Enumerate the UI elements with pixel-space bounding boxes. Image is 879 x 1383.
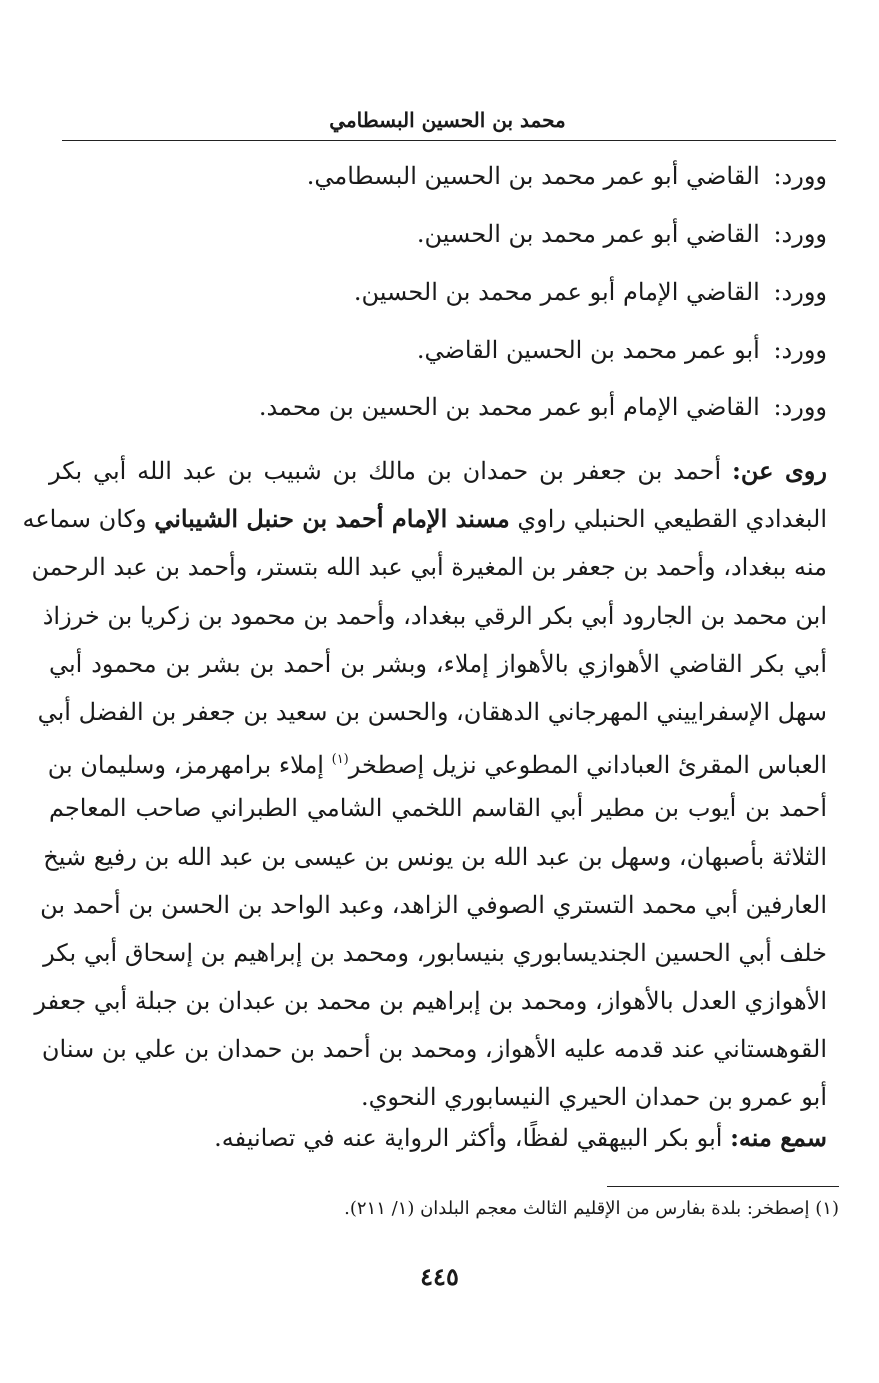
- wurud-line: [417, 220, 827, 248]
- footnote: [344, 1198, 839, 1219]
- wurud-line: [417, 336, 827, 364]
- narrated-label: روى عن:: [732, 456, 827, 485]
- line-text: أحمد بن جعفر بن حمدان بن مالك بن شبيب بن عبد الله أبي بكر: [49, 457, 722, 485]
- wurud-text: القاضي أبو عمر محمد بن الحسين.: [416, 220, 760, 248]
- footnote-marker: (١): [815, 1198, 839, 1219]
- paragraph-line: ابن محمد بن الجارود أبي بكر الرقي ببغداد، وأحمد بن محمود بن زكريا بن خرزاذ: [42, 601, 827, 630]
- line-text: البغدادي القطيعي الحنبلي راوي: [517, 505, 827, 534]
- paragraph-line: العارفين أبي محمد التستري الصوفي الزاهد، وعبد الواحد بن الحسن بن أحمد بن: [40, 890, 827, 919]
- paragraph-line: الثلاثة بأصبهان، وسهل بن عبد الله بن يونس بن عيسى بن عبد الله بن رفيع شيخ: [43, 842, 827, 871]
- wurud-text: القاضي الإمام أبو عمر محمد بن الحسين بن محمد.: [258, 393, 760, 421]
- paragraph-line: [49, 736, 827, 784]
- paragraph-line: خلف أبي الحسين الجنديسابوري بنيسابور، ومحمد بن إبراهيم بن إسحاق أبي بكر: [43, 938, 827, 967]
- musnad-title: مسند الإمام أحمد بن حنبل الشيباني: [154, 504, 510, 534]
- wurud-line: [259, 393, 827, 421]
- paragraph-line: أبو عمرو بن حمدان الحيري النيسابوري النحوي.: [360, 1083, 827, 1112]
- wurud-label: وورد:: [773, 336, 827, 364]
- wurud-text: أبو عمر محمد بن الحسين القاضي.: [416, 336, 760, 364]
- wurud-label: وورد:: [773, 278, 827, 306]
- header-rule: [62, 140, 836, 141]
- wurud-line: [354, 278, 827, 306]
- footnote-separator: [607, 1186, 839, 1187]
- line-text: إملاء برامهرمز، وسليمان بن: [47, 751, 324, 780]
- heard-from-him-line: [214, 1123, 827, 1152]
- paragraph-line: [22, 495, 827, 543]
- paragraph-line: القوهستاني عند قدمه عليه الأهواز، ومحمد بن أحمد بن حمدان بن علي بن سنان: [41, 1035, 827, 1064]
- line-text: وكان سماعه: [22, 505, 147, 534]
- wurud-text: القاضي أبو عمر محمد بن الحسين البسطامي.: [306, 162, 760, 190]
- heard-label: سمع منه:: [730, 1123, 827, 1152]
- running-header-title: محمد بن الحسين البسطامي: [329, 108, 566, 132]
- wurud-text: القاضي الإمام أبو عمر محمد بن الحسين.: [353, 278, 760, 306]
- wurud-line: [307, 162, 827, 190]
- paragraph-line: منه ببغداد، وأحمد بن جعفر بن المغيرة أبي عبد الله بتستر، وأحمد بن عبد الرحمن: [31, 553, 827, 582]
- page-number: ٤٤٥: [420, 1262, 459, 1291]
- paragraph-line: الأهوازي العدل بالأهواز، ومحمد بن إبراهيم بن محمد بن عبدان بن جبلة أبي جعفر: [34, 987, 827, 1016]
- wurud-label: وورد:: [773, 220, 827, 248]
- footnote-text: إصطخر: بلدة بفارس من الإقليم الثالث معجم البلدان (١/ ٢١١).: [344, 1198, 810, 1219]
- wurud-label: وورد:: [773, 393, 827, 421]
- wurud-label: وورد:: [773, 162, 827, 190]
- paragraph-line: [49, 447, 827, 495]
- heard-text: أبو بكر البيهقي لفظًا، وأكثر الرواية عنه في تصانيفه.: [214, 1124, 723, 1152]
- paragraph-line: أحمد بن أيوب بن مطير أبي القاسم اللخمي الشامي الطبراني صاحب المعاجم: [49, 794, 827, 823]
- line-text: العباس المقرئ العباداني المطوعي نزيل إصطخر: [348, 751, 827, 780]
- footnote-reference[interactable]: (١): [331, 752, 349, 768]
- paragraph-line: أبي بكر القاضي الأهوازي بالأهواز إملاء، وبشر بن أحمد بن بشر بن محمود أبي: [49, 649, 827, 678]
- paragraph-line: سهل الإسفراييني المهرجاني الدهقان، والحسن بن سعيد بن جعفر بن الفضل أبي: [37, 697, 827, 726]
- narrated-from-paragraph: [22, 447, 827, 1122]
